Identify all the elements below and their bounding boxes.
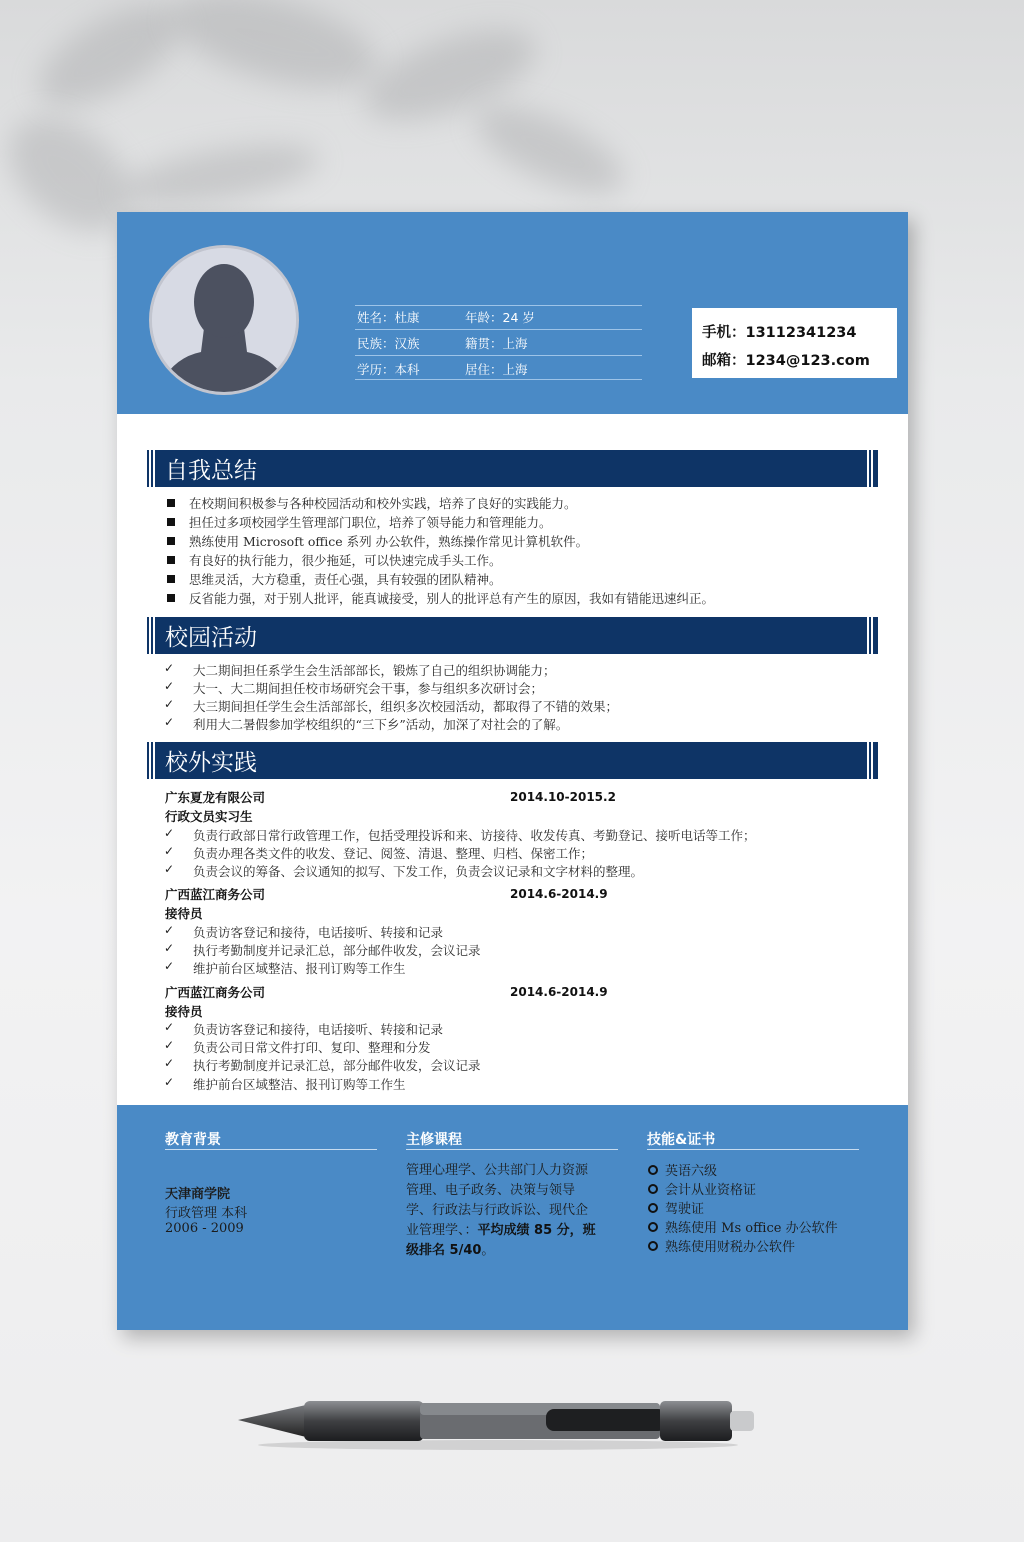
job-duty: 负责会议的筹备、会议通知的拟写、下发工作，负责会议记录和文字材料的整理。 xyxy=(193,864,644,879)
courses-line xyxy=(406,1239,494,1258)
bullet-square-icon xyxy=(167,594,175,602)
section-title: 校园活动 xyxy=(165,625,257,651)
avatar xyxy=(149,245,299,395)
contact-box xyxy=(692,308,897,378)
education-title: 教育背景 xyxy=(165,1132,221,1148)
skill-item: 熟练使用财税办公软件 xyxy=(665,1240,796,1255)
job-duty: 负责办理各类文件的收发、登记、阅签、清退、整理、归档、保密工作； xyxy=(193,846,594,861)
section-title: 自我总结 xyxy=(165,458,257,484)
section-title: 校外实践 xyxy=(165,750,257,776)
study-years: 2006 - 2009 xyxy=(165,1221,244,1236)
job-date: 2014.6-2014.9 xyxy=(510,887,608,901)
bullet-circle-icon xyxy=(648,1222,658,1232)
job-duty: 执行考勤制度并记录汇总，部分邮件收发，会议记录 xyxy=(193,943,481,958)
courses-line: 学、行政法与行政诉讼、现代企 xyxy=(406,1203,589,1218)
age-field xyxy=(465,308,535,326)
rank-text: 级排名 5/40 xyxy=(406,1243,482,1258)
residence-field xyxy=(465,360,528,378)
courses-title: 主修课程 xyxy=(406,1132,462,1148)
section-header-practice xyxy=(147,742,878,779)
checkmark-icon: ✓ xyxy=(164,1075,175,1089)
pen-icon xyxy=(236,1393,760,1453)
origin-value: 上海 xyxy=(502,336,528,351)
job-date: 2014.6-2014.9 xyxy=(510,985,608,999)
job-duty: 维护前台区域整洁、报刊订购等工作生 xyxy=(193,961,406,976)
checkmark-icon: ✓ xyxy=(164,862,175,876)
skills-title: 技能&证书 xyxy=(647,1132,716,1148)
skill-item: 会计从业资格证 xyxy=(665,1183,757,1198)
job-date: 2014.10-2015.2 xyxy=(510,790,616,804)
job-duty: 执行考勤制度并记录汇总，部分邮件收发，会议记录 xyxy=(193,1058,481,1073)
education-value: 本科 xyxy=(394,362,420,377)
courses-line: 管理、电子政务、决策与领导 xyxy=(406,1183,576,1198)
skill-item: 英语六级 xyxy=(665,1164,718,1179)
courses-line xyxy=(406,1219,596,1238)
info-divider xyxy=(355,355,642,356)
checkmark-icon: ✓ xyxy=(164,959,175,973)
name-label: 姓名： xyxy=(357,310,395,325)
origin-label: 籍贯： xyxy=(465,336,503,351)
gpa-text: 平均成绩 85 分，班 xyxy=(477,1223,596,1238)
bullet-square-icon xyxy=(167,537,175,545)
footer-divider xyxy=(647,1149,859,1150)
info-divider xyxy=(355,329,642,330)
skill-item: 熟练使用 Ms office 办公软件 xyxy=(665,1221,838,1236)
leaf-shadow xyxy=(465,89,635,211)
courses-line: 管理心理学、公共部门人力资源 xyxy=(406,1163,589,1178)
bullet-square-icon xyxy=(167,518,175,526)
job-duty: 负责访客登记和接待，电话接听、转接和记录 xyxy=(193,1022,444,1037)
job-role: 接待员 xyxy=(165,906,203,921)
footer-divider xyxy=(165,1149,377,1150)
school-name: 天津商学院 xyxy=(165,1187,231,1202)
summary-item: 担任过多项校园学生管理部门职位，培养了领导能力和管理能力。 xyxy=(189,515,552,530)
email-value: 1234@123.com xyxy=(745,353,870,369)
courses-text: 业管理学、： xyxy=(406,1223,478,1238)
ethnicity-value: 汉族 xyxy=(394,336,420,351)
name-field xyxy=(357,308,420,326)
checkmark-icon: ✓ xyxy=(164,844,175,858)
info-divider xyxy=(355,305,642,306)
job-role: 接待员 xyxy=(165,1004,203,1019)
major: 行政管理 本科 xyxy=(165,1206,248,1221)
bullet-square-icon xyxy=(167,575,175,583)
bullet-circle-icon xyxy=(648,1203,658,1213)
age-value: 24 岁 xyxy=(502,310,535,325)
info-divider xyxy=(355,379,642,380)
checkmark-icon: ✓ xyxy=(164,715,175,729)
checkmark-icon: ✓ xyxy=(164,1056,175,1070)
resume-footer xyxy=(117,1105,908,1330)
phone-field xyxy=(702,321,856,342)
job-company: 广西蓝江商务公司 xyxy=(165,985,266,1000)
leaf-shadow xyxy=(163,0,387,106)
summary-item: 在校期间积极参与各种校园活动和校外实践，培养了良好的实践能力。 xyxy=(189,496,577,511)
bullet-circle-icon xyxy=(648,1241,658,1251)
job-duty: 维护前台区域整洁、报刊订购等工作生 xyxy=(193,1077,406,1092)
campus-item: 大二期间担任系学生会生活部部长，锻炼了自己的组织协调能力； xyxy=(193,663,556,678)
courses-text: 。 xyxy=(481,1243,495,1258)
section-header-summary xyxy=(147,450,878,487)
ethnicity-label: 民族： xyxy=(357,336,395,351)
phone-label: 手机： xyxy=(702,325,746,341)
campus-item: 大一、大二期间担任校市场研究会干事，参与组织多次研讨会； xyxy=(193,681,544,696)
footer-divider xyxy=(406,1149,618,1150)
education-label: 学历： xyxy=(357,362,395,377)
email-field xyxy=(702,349,870,370)
job-duty: 负责公司日常文件打印、复印、整理和分发 xyxy=(193,1040,431,1055)
residence-value: 上海 xyxy=(502,362,528,377)
campus-item: 利用大二暑假参加学校组织的“三下乡”活动，加深了对社会的了解。 xyxy=(193,717,569,732)
skill-item: 驾驶证 xyxy=(665,1202,705,1217)
campus-item: 大三期间担任学生会生活部部长，组织多次校园活动，都取得了不错的效果； xyxy=(193,699,619,714)
job-company: 广西蓝江商务公司 xyxy=(165,887,266,902)
residence-label: 居住： xyxy=(465,362,503,377)
education-field xyxy=(357,360,420,378)
leaf-shadow xyxy=(117,133,323,217)
checkmark-icon: ✓ xyxy=(164,661,175,675)
resume-header xyxy=(117,212,908,414)
job-role: 行政文员实习生 xyxy=(165,809,253,824)
phone-value: 13112341234 xyxy=(745,325,857,341)
bullet-circle-icon xyxy=(648,1184,658,1194)
name-value: 杜康 xyxy=(394,310,420,325)
checkmark-icon: ✓ xyxy=(164,826,175,840)
avatar-silhouette-icon xyxy=(152,248,296,392)
summary-item: 思维灵活，大方稳重，责任心强，具有较强的团队精神。 xyxy=(189,572,502,587)
job-duty: 负责访客登记和接待，电话接听、转接和记录 xyxy=(193,925,444,940)
bullet-circle-icon xyxy=(648,1165,658,1175)
checkmark-icon: ✓ xyxy=(164,1038,175,1052)
age-label: 年龄： xyxy=(465,310,503,325)
ethnicity-field xyxy=(357,334,420,352)
summary-item: 有良好的执行能力，很少拖延，可以快速完成手头工作。 xyxy=(189,553,502,568)
job-duty: 负责行政部日常行政管理工作，包括受理投诉和来、访接待、收发传真、考勤登记、接听电话等工作； xyxy=(193,828,756,843)
resume-page xyxy=(117,212,908,1330)
bullet-square-icon xyxy=(167,556,175,564)
checkmark-icon: ✓ xyxy=(164,923,175,937)
summary-item: 熟练使用 Microsoft office 系列 办公软件，熟练操作常见计算机软件。 xyxy=(189,534,589,549)
origin-field xyxy=(465,334,528,352)
summary-item: 反省能力强，对于别人批评，能真诚接受，别人的批评总有产生的原因，我如有错能迅速纠正。 xyxy=(189,591,715,606)
checkmark-icon: ✓ xyxy=(164,697,175,711)
leaf-shadow xyxy=(23,0,197,125)
section-header-campus xyxy=(147,617,878,654)
checkmark-icon: ✓ xyxy=(164,679,175,693)
checkmark-icon: ✓ xyxy=(164,1020,175,1034)
checkmark-icon: ✓ xyxy=(164,941,175,955)
email-label: 邮箱： xyxy=(702,353,746,369)
job-company: 广东夏龙有限公司 xyxy=(165,790,266,805)
bullet-square-icon xyxy=(167,499,175,507)
